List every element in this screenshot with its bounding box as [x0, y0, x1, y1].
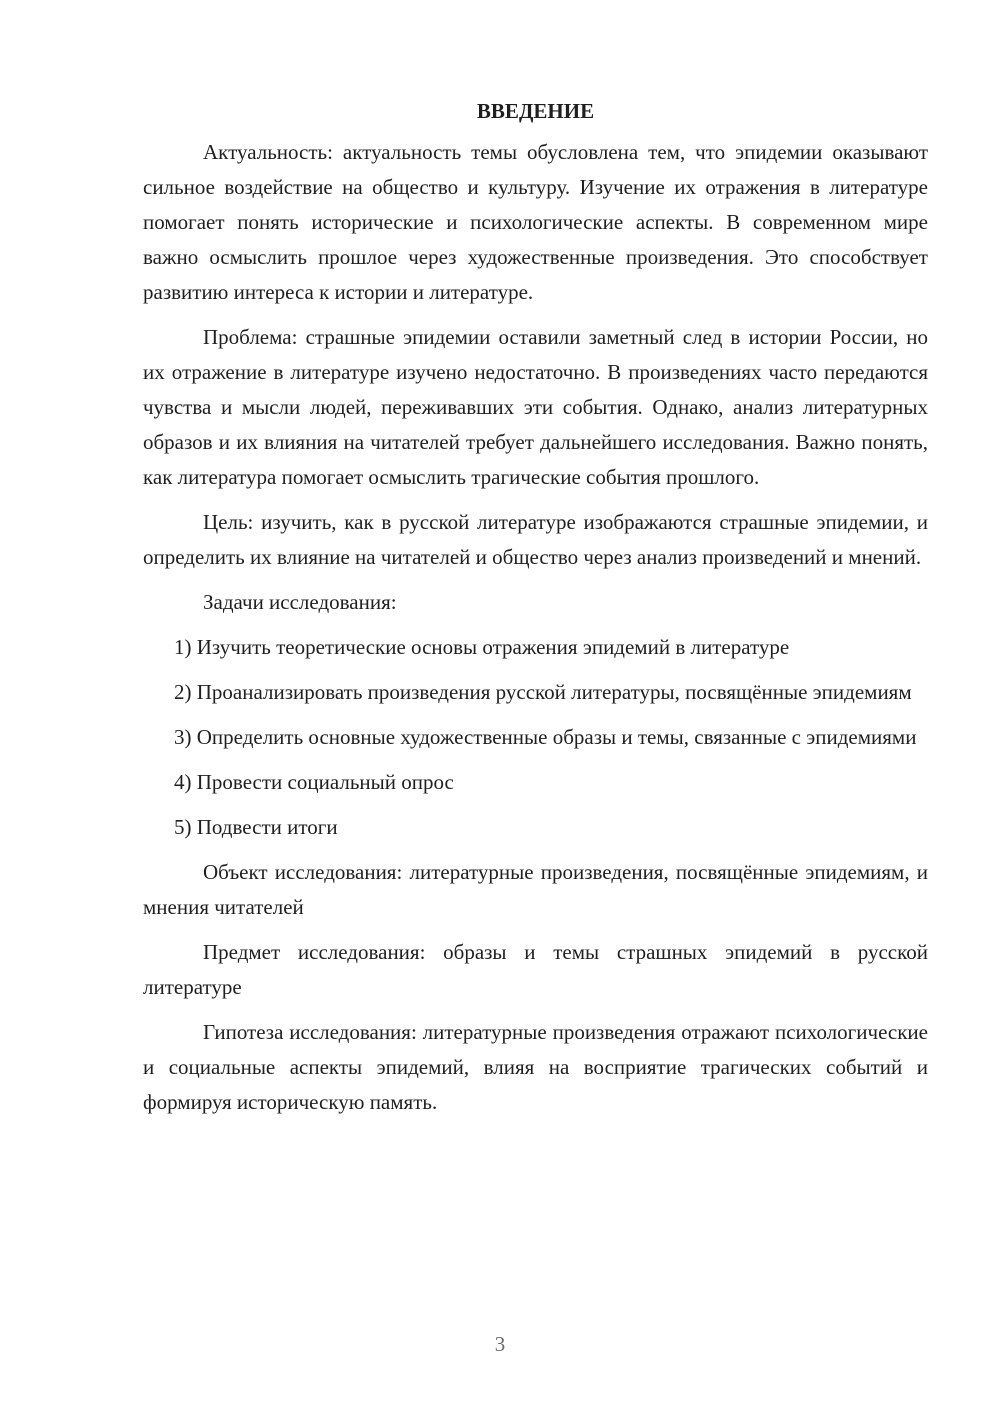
subject-paragraph: Предмет исследования: образы и темы страшных эпидемий в русской литературе [143, 940, 928, 999]
task-item-5: 5) Подвести итоги [174, 815, 338, 839]
hypothesis-paragraph: Гипотеза исследования: литературные произведения отражают психологические и социальные аспекты эпидемий, влияя на восприятие трагических событий и формируя историческую память. [143, 1020, 928, 1114]
tasks-title: Задачи исследования: [203, 590, 397, 614]
object-paragraph: Объект исследования: литературные произведения, посвящённые эпидемиям, и мнения читателей [143, 860, 928, 919]
task-item-4: 4) Провести социальный опрос [174, 770, 454, 794]
relevance-paragraph: Актуальность: актуальность темы обусловлена тем, что эпидемии оказывают сильное воздействие на общество и культуру. Изучение их отражения в литературе помогает понять исторические и психологические аспекты. В современном мире важно осмыслить прошлое через художественные произведения. Это способствует развитию интереса к истории и литературе. [143, 140, 928, 304]
task-item-2: 2) Проанализировать произведения русской литературы, посвящённые эпидемиям [174, 680, 912, 704]
document-page [143, 96, 928, 1130]
page-number: 3 [494, 1332, 506, 1356]
problem-paragraph: Проблема: страшные эпидемии оставили заметный след в истории России, но их отражение в литературе изучено недостаточно. В произведениях часто передаются чувства и мысли людей, переживавших эти события. Однако, анализ литературных образов и их влияния на читателей требует дальнейшего исследования. Важно понять, как литература помогает осмыслить трагические события прошлого. [143, 325, 928, 489]
task-item-3: 3) Определить основные художественные образы и темы, связанные с эпидемиями [174, 725, 917, 749]
task-item-1: 1) Изучить теоретические основы отражения эпидемий в литературе [174, 635, 790, 659]
goal-paragraph: Цель: изучить, как в русской литературе изображаются страшные эпидемии, и определить их влияние на читателей и общество через анализ произведений и мнений. [143, 510, 928, 569]
section-heading: ВВЕДЕНИЕ [476, 99, 595, 123]
